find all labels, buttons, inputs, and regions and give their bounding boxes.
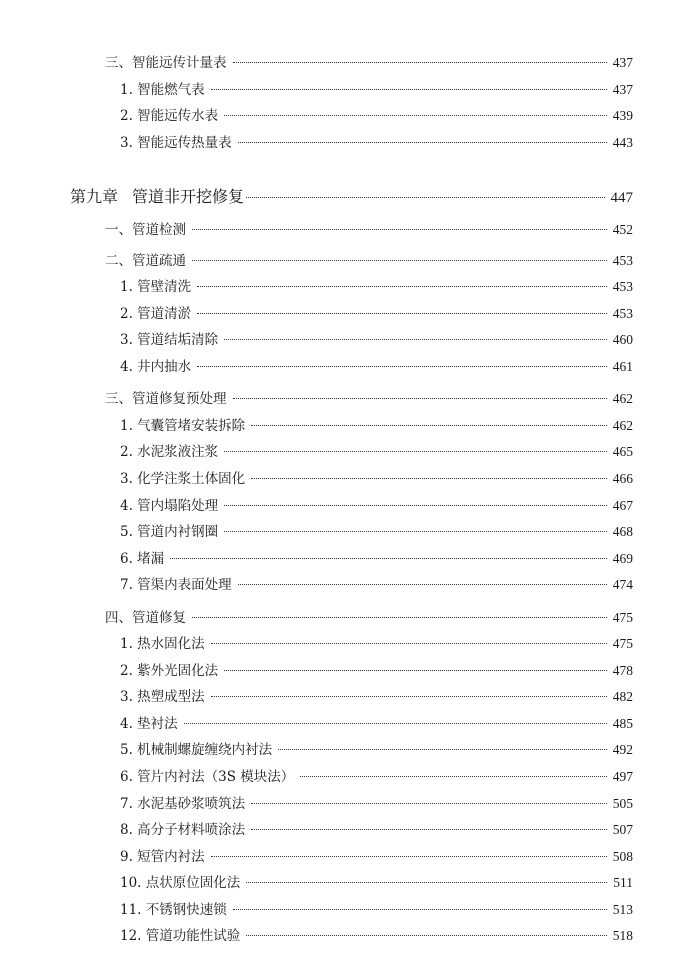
dot-leader — [233, 909, 607, 910]
toc-entry-item — [120, 440, 633, 460]
toc-page-number: 453 — [612, 279, 633, 294]
dot-leader — [184, 723, 607, 724]
dot-leader — [238, 142, 607, 143]
toc-entry-title: 12. 管道功能性试验 — [120, 928, 241, 944]
toc-page-number: 460 — [612, 332, 633, 347]
toc-entry-title: 6. 堵漏 — [120, 551, 165, 567]
dot-leader — [246, 882, 607, 883]
toc-entry-title: 1. 管壁清洗 — [120, 279, 192, 295]
dot-leader — [192, 260, 607, 261]
dot-leader — [251, 425, 607, 426]
dot-leader — [192, 617, 607, 618]
toc-entry-item — [120, 494, 633, 514]
toc-page-number: 482 — [612, 689, 633, 704]
toc-entry-title: 三、智能远传计量表 — [105, 55, 227, 71]
toc-page-number: 461 — [612, 359, 633, 374]
toc-entry-title: 4. 井内抽水 — [120, 359, 192, 375]
toc-page-number: 485 — [612, 716, 633, 731]
dot-leader — [224, 115, 607, 116]
toc-entry-item — [120, 818, 633, 838]
toc-page-number: 469 — [612, 551, 633, 566]
toc-page-number: 468 — [612, 524, 633, 539]
toc-entry-item — [120, 924, 633, 944]
toc-entry-title: 11. 不锈钢快速锁 — [120, 902, 227, 918]
toc-entry-item — [120, 659, 633, 679]
toc-page-number: 511 — [613, 875, 633, 890]
toc-entry-title: 9. 短管内衬法 — [120, 849, 205, 865]
toc-entry-item — [120, 712, 633, 732]
toc-page-number: 474 — [612, 577, 633, 592]
toc-page-number: 507 — [612, 822, 633, 837]
toc-page-number: 492 — [612, 742, 633, 757]
toc-entry-item — [120, 355, 633, 375]
toc-entry-section — [105, 249, 633, 269]
dot-leader — [238, 584, 607, 585]
dot-leader — [211, 696, 607, 697]
chapter-heading — [70, 184, 244, 207]
toc-page-number: 439 — [612, 108, 633, 123]
toc-entry-title: 3. 化学注浆土体固化 — [120, 471, 246, 487]
toc-entry-title: 三、管道修复预处理 — [105, 391, 227, 407]
dot-leader — [197, 313, 607, 314]
toc-entry-title: 一、管道检测 — [105, 222, 186, 238]
toc-entry-title: 5. 机械制螺旋缠绕内衬法 — [120, 742, 273, 758]
toc-entry-item — [120, 328, 633, 348]
toc-entry-section — [105, 51, 633, 71]
dot-leader — [211, 643, 607, 644]
toc-entry-title: 3. 智能远传热量表 — [120, 135, 232, 151]
toc-page-number: 475 — [612, 636, 633, 651]
toc-entry-item — [120, 104, 633, 124]
toc-entry-item — [120, 792, 633, 812]
toc-entry-title: 3. 热塑成型法 — [120, 689, 205, 705]
dot-leader — [233, 62, 607, 63]
toc-entry-title: 5. 管道内衬钢圈 — [120, 524, 219, 540]
toc-entry-title: 4. 垫衬法 — [120, 716, 178, 732]
dot-leader — [246, 935, 606, 936]
dot-leader — [224, 339, 607, 340]
toc-entry-section — [105, 387, 633, 407]
toc-entry-item — [120, 547, 633, 567]
toc-entry-title: 7. 水泥基砂浆喷筑法 — [120, 796, 246, 812]
toc-entry-title: 2. 紫外光固化法 — [120, 663, 219, 679]
toc-entry-section — [105, 606, 633, 626]
toc-entry-item — [120, 275, 633, 295]
dot-leader — [278, 749, 607, 750]
dot-leader — [170, 558, 607, 559]
toc-page-number: 443 — [612, 135, 633, 150]
toc-page-number: 465 — [612, 444, 633, 459]
dot-leader — [224, 531, 607, 532]
toc-page-number: 453 — [612, 253, 633, 268]
toc-entry-title: 2. 管道清淤 — [120, 306, 192, 322]
dot-leader — [197, 366, 607, 367]
toc-entry-item — [120, 845, 633, 865]
toc-entry-title: 1. 热水固化法 — [120, 636, 205, 652]
toc-page-number: 452 — [612, 222, 633, 237]
dot-leader — [246, 197, 604, 198]
toc-entry-item — [120, 573, 633, 593]
toc-entry-item — [120, 520, 633, 540]
toc-page-number: 453 — [612, 306, 633, 321]
toc-entry-chapter — [70, 184, 633, 207]
toc-entry-item — [120, 78, 633, 98]
toc-entry-title: 8. 高分子材料喷涂法 — [120, 822, 246, 838]
dot-leader — [211, 856, 607, 857]
toc-entry-item — [120, 765, 633, 785]
toc-entry-title: 7. 管渠内表面处理 — [120, 577, 232, 593]
dot-leader — [192, 229, 607, 230]
dot-leader — [224, 505, 607, 506]
toc-entry-item — [120, 632, 633, 652]
toc-page-number: 437 — [612, 82, 633, 97]
toc-entry-title: 四、管道修复 — [105, 610, 186, 626]
dot-leader — [251, 829, 607, 830]
toc-entry-item — [120, 302, 633, 322]
dot-leader — [300, 776, 606, 777]
toc-page-number: 475 — [612, 610, 633, 625]
toc-entry-item — [120, 414, 633, 434]
toc-page-number: 497 — [612, 769, 633, 784]
dot-leader — [233, 398, 607, 399]
toc-page-number: 508 — [612, 849, 633, 864]
toc-entry-title: 10. 点状原位固化法 — [120, 875, 241, 891]
toc-page-number: 462 — [612, 418, 633, 433]
toc-page-number: 478 — [612, 663, 633, 678]
toc-entry-title: 二、管道疏通 — [105, 253, 186, 269]
toc-entry-title: 2. 智能远传水表 — [120, 108, 219, 124]
toc-entry-title: 3. 管道结垢清除 — [120, 332, 219, 348]
toc-entry-title: 4. 管内塌陷处理 — [120, 498, 219, 514]
toc-page-number: 513 — [612, 902, 633, 917]
dot-leader — [211, 89, 607, 90]
toc-page-number: 437 — [612, 55, 633, 70]
chapter-title: 管道非开挖修复 — [132, 187, 245, 206]
toc-entry-item — [120, 898, 633, 918]
dot-leader — [251, 803, 607, 804]
toc-page-number: 505 — [612, 796, 633, 811]
toc-entry-item — [120, 685, 633, 705]
toc-entry-item — [120, 131, 633, 151]
toc-entry-title: 1. 智能燃气表 — [120, 82, 205, 98]
dot-leader — [224, 451, 607, 452]
toc-entry-item — [120, 871, 633, 891]
toc-entry-section — [105, 218, 633, 238]
toc-entry-item — [120, 738, 633, 758]
toc-page-number: 467 — [612, 498, 633, 513]
toc-entry-title: 6. 管片内衬法（3S 模块法） — [120, 769, 295, 785]
toc-entry-item — [120, 467, 633, 487]
toc-page-number: 447 — [610, 190, 633, 206]
toc-page-number: 466 — [612, 471, 633, 486]
toc-entry-title: 1. 气囊管堵安装拆除 — [120, 418, 246, 434]
toc-entry-title: 2. 水泥浆液注浆 — [120, 444, 219, 460]
chapter-label: 第九章 — [70, 187, 119, 206]
dot-leader — [197, 286, 607, 287]
toc-page-number: 518 — [612, 928, 633, 943]
toc-page-number: 462 — [612, 391, 633, 406]
dot-leader — [251, 478, 607, 479]
dot-leader — [224, 670, 607, 671]
